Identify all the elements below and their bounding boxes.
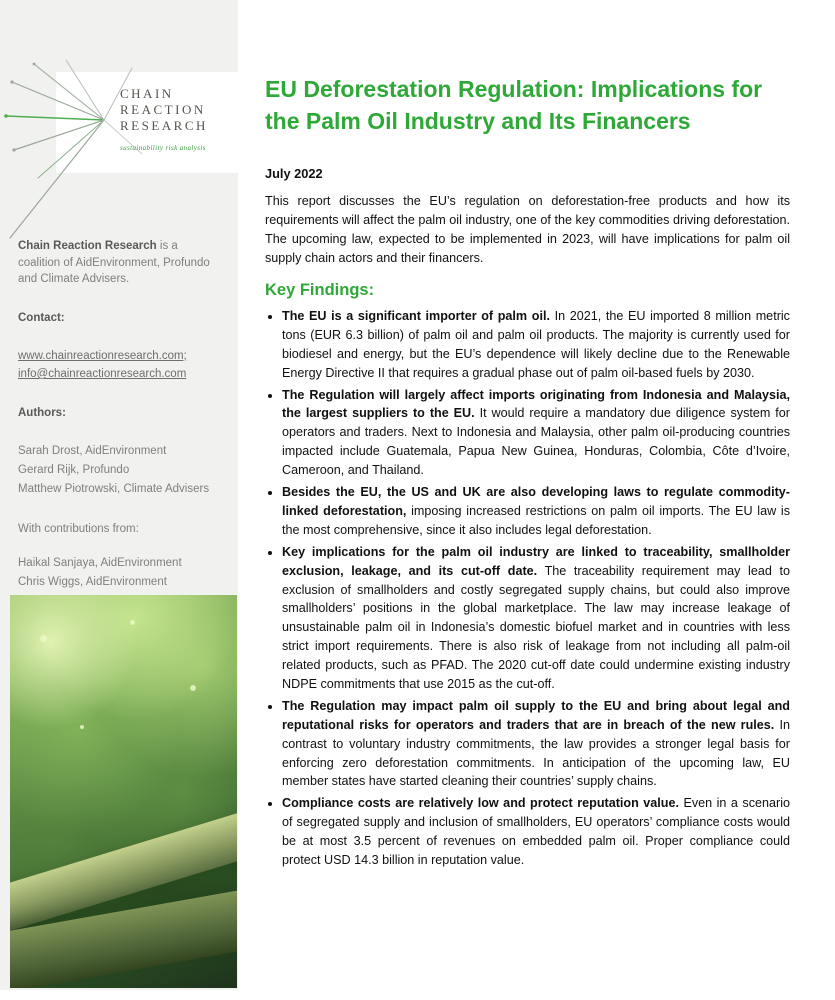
coalition-bold: Chain Reaction Research	[18, 240, 157, 252]
key-findings-list	[265, 307, 790, 870]
logo-line-2: REACTION	[120, 102, 206, 117]
email-link[interactable]: info@chainreactionresearch.com	[18, 368, 187, 381]
contributor: Chris Wiggs, AidEnvironment	[18, 575, 167, 588]
logo-tagline: sustainability risk analysis	[120, 144, 206, 152]
light-speck	[130, 620, 135, 625]
author: Sarah Drost, AidEnvironment	[18, 445, 167, 458]
report-date: July 2022	[265, 166, 323, 182]
coalition-text	[18, 238, 220, 288]
key-findings-heading: Key Findings:	[265, 281, 375, 300]
logo-line-3: RESEARCH	[120, 118, 208, 133]
light-speck	[40, 635, 47, 642]
finding-body: It would require a mandatory due diligence system for operators and traders. Next to Indonesia and Malaysia, other palm oil-producing countries impacted include Guatemala, Papua New Guinea, Honduras, Colombia, Côte d’Ivoire, Cameroon, and Thailand.	[282, 406, 790, 478]
contributor: Haikal Sanjaya, AidEnvironment	[18, 556, 182, 569]
finding-item	[282, 307, 790, 383]
contact-label: Contact:	[18, 312, 65, 325]
finding-body: The traceability requirement may lead to exclusion of smallholders and costly segregated supply chains, but could also improve smallholders’ positions in the global marketplace. The law may increase leakage of unsustainable palm oil in Indonesia’s domestic biofuel market and in countries with less strict import requirements. There is also risk of leakage from not including all palm-oil related products, such as PFAD. The 2020 cut-off date could undermine existing industry NDPE commitments that use 2015 as the cut-off.	[282, 563, 790, 691]
website-link[interactable]: www.chainreactionresearch.com;	[18, 349, 187, 362]
author: Gerard Rijk, Profundo	[18, 464, 130, 477]
light-speck	[190, 685, 196, 691]
finding-body: In contrast to voluntary industry commitments, the law provides a stronger legal basis for enforcing zero deforestation commitments. In anticipation of the upcoming law, EU member states have started cleaning their countries’ supply chains.	[282, 717, 790, 789]
main-content	[265, 74, 790, 873]
report-title: EU Deforestation Regulation: Implications for the Palm Oil Industry and Its Financers	[265, 76, 763, 134]
finding-body: In 2021, the EU imported 8 million metric tons (EUR 6.3 billion) of palm oil and palm oil products. The majority is currently used for biodiesel and energy, but the EU’s dependence will likely decline due to the Renewable Energy Directive II that requires a gradual phase out of palm oil-based fuels by 2030.	[282, 309, 790, 380]
finding-lead: The Regulation will largely affect imports originating from Indonesia and Malaysia, the largest suppliers to the EU.	[282, 387, 790, 421]
finding-lead: The Regulation may impact palm oil supply to the EU and bring about legal and reputational risks for operators and traders that are in breach of the new rules.	[282, 698, 790, 732]
contributors-list	[18, 554, 220, 592]
sidebar-content	[18, 238, 220, 614]
crr-logo	[56, 72, 238, 173]
contact-links	[18, 347, 220, 384]
authors-list	[18, 442, 220, 499]
intro-paragraph: This report discusses the EU’s regulation on deforestation-free products and how its requirements will affect the palm oil industry, one of the key commodities driving deforestation. The upcoming law, expected to be implemented in 2023, will have implications for palm oil supply chain actors and their financers.	[265, 194, 790, 266]
logo-line-1: CHAIN	[120, 86, 174, 101]
coalition-rest: is a coalition of AidEnvironment, Profundo and Climate Advisers.	[18, 240, 210, 286]
finding-lead: The EU is a significant importer of palm oil.	[282, 309, 550, 324]
finding-item	[282, 794, 790, 870]
finding-lead: Compliance costs are relatively low and protect reputation value.	[282, 796, 679, 811]
finding-body: Even in a scenario of segregated supply and inclusion of smallholders, EU operators’ compliance costs would be at most 3.5 percent of revenues on embedded palm oil. Proper compliance could protect USD 14.3 billion in reputation value.	[282, 796, 790, 867]
contributions-label: With contributions from:	[18, 523, 139, 536]
finding-lead: Key implications for the palm oil industry are linked to traceability, smallholder exclusion, leakage, and its cut-off date.	[282, 544, 790, 578]
finding-item	[282, 543, 790, 694]
finding-item	[282, 483, 790, 540]
logo-wordmark	[120, 86, 208, 156]
forest-photo	[10, 595, 237, 988]
finding-lead: Besides the EU, the US and UK are also developing laws to regulate commodity-linked deforestation,	[282, 485, 790, 518]
authors-label: Authors:	[18, 407, 66, 420]
finding-body: imposing increased restrictions on palm oil imports. The EU law is the most comprehensive, since it also includes legal deforestation.	[282, 503, 790, 537]
finding-item	[282, 697, 790, 791]
author: Matthew Piotrowski, Climate Advisers	[18, 483, 210, 496]
finding-item	[282, 386, 790, 480]
sidebar	[0, 0, 238, 990]
light-speck	[80, 725, 84, 729]
